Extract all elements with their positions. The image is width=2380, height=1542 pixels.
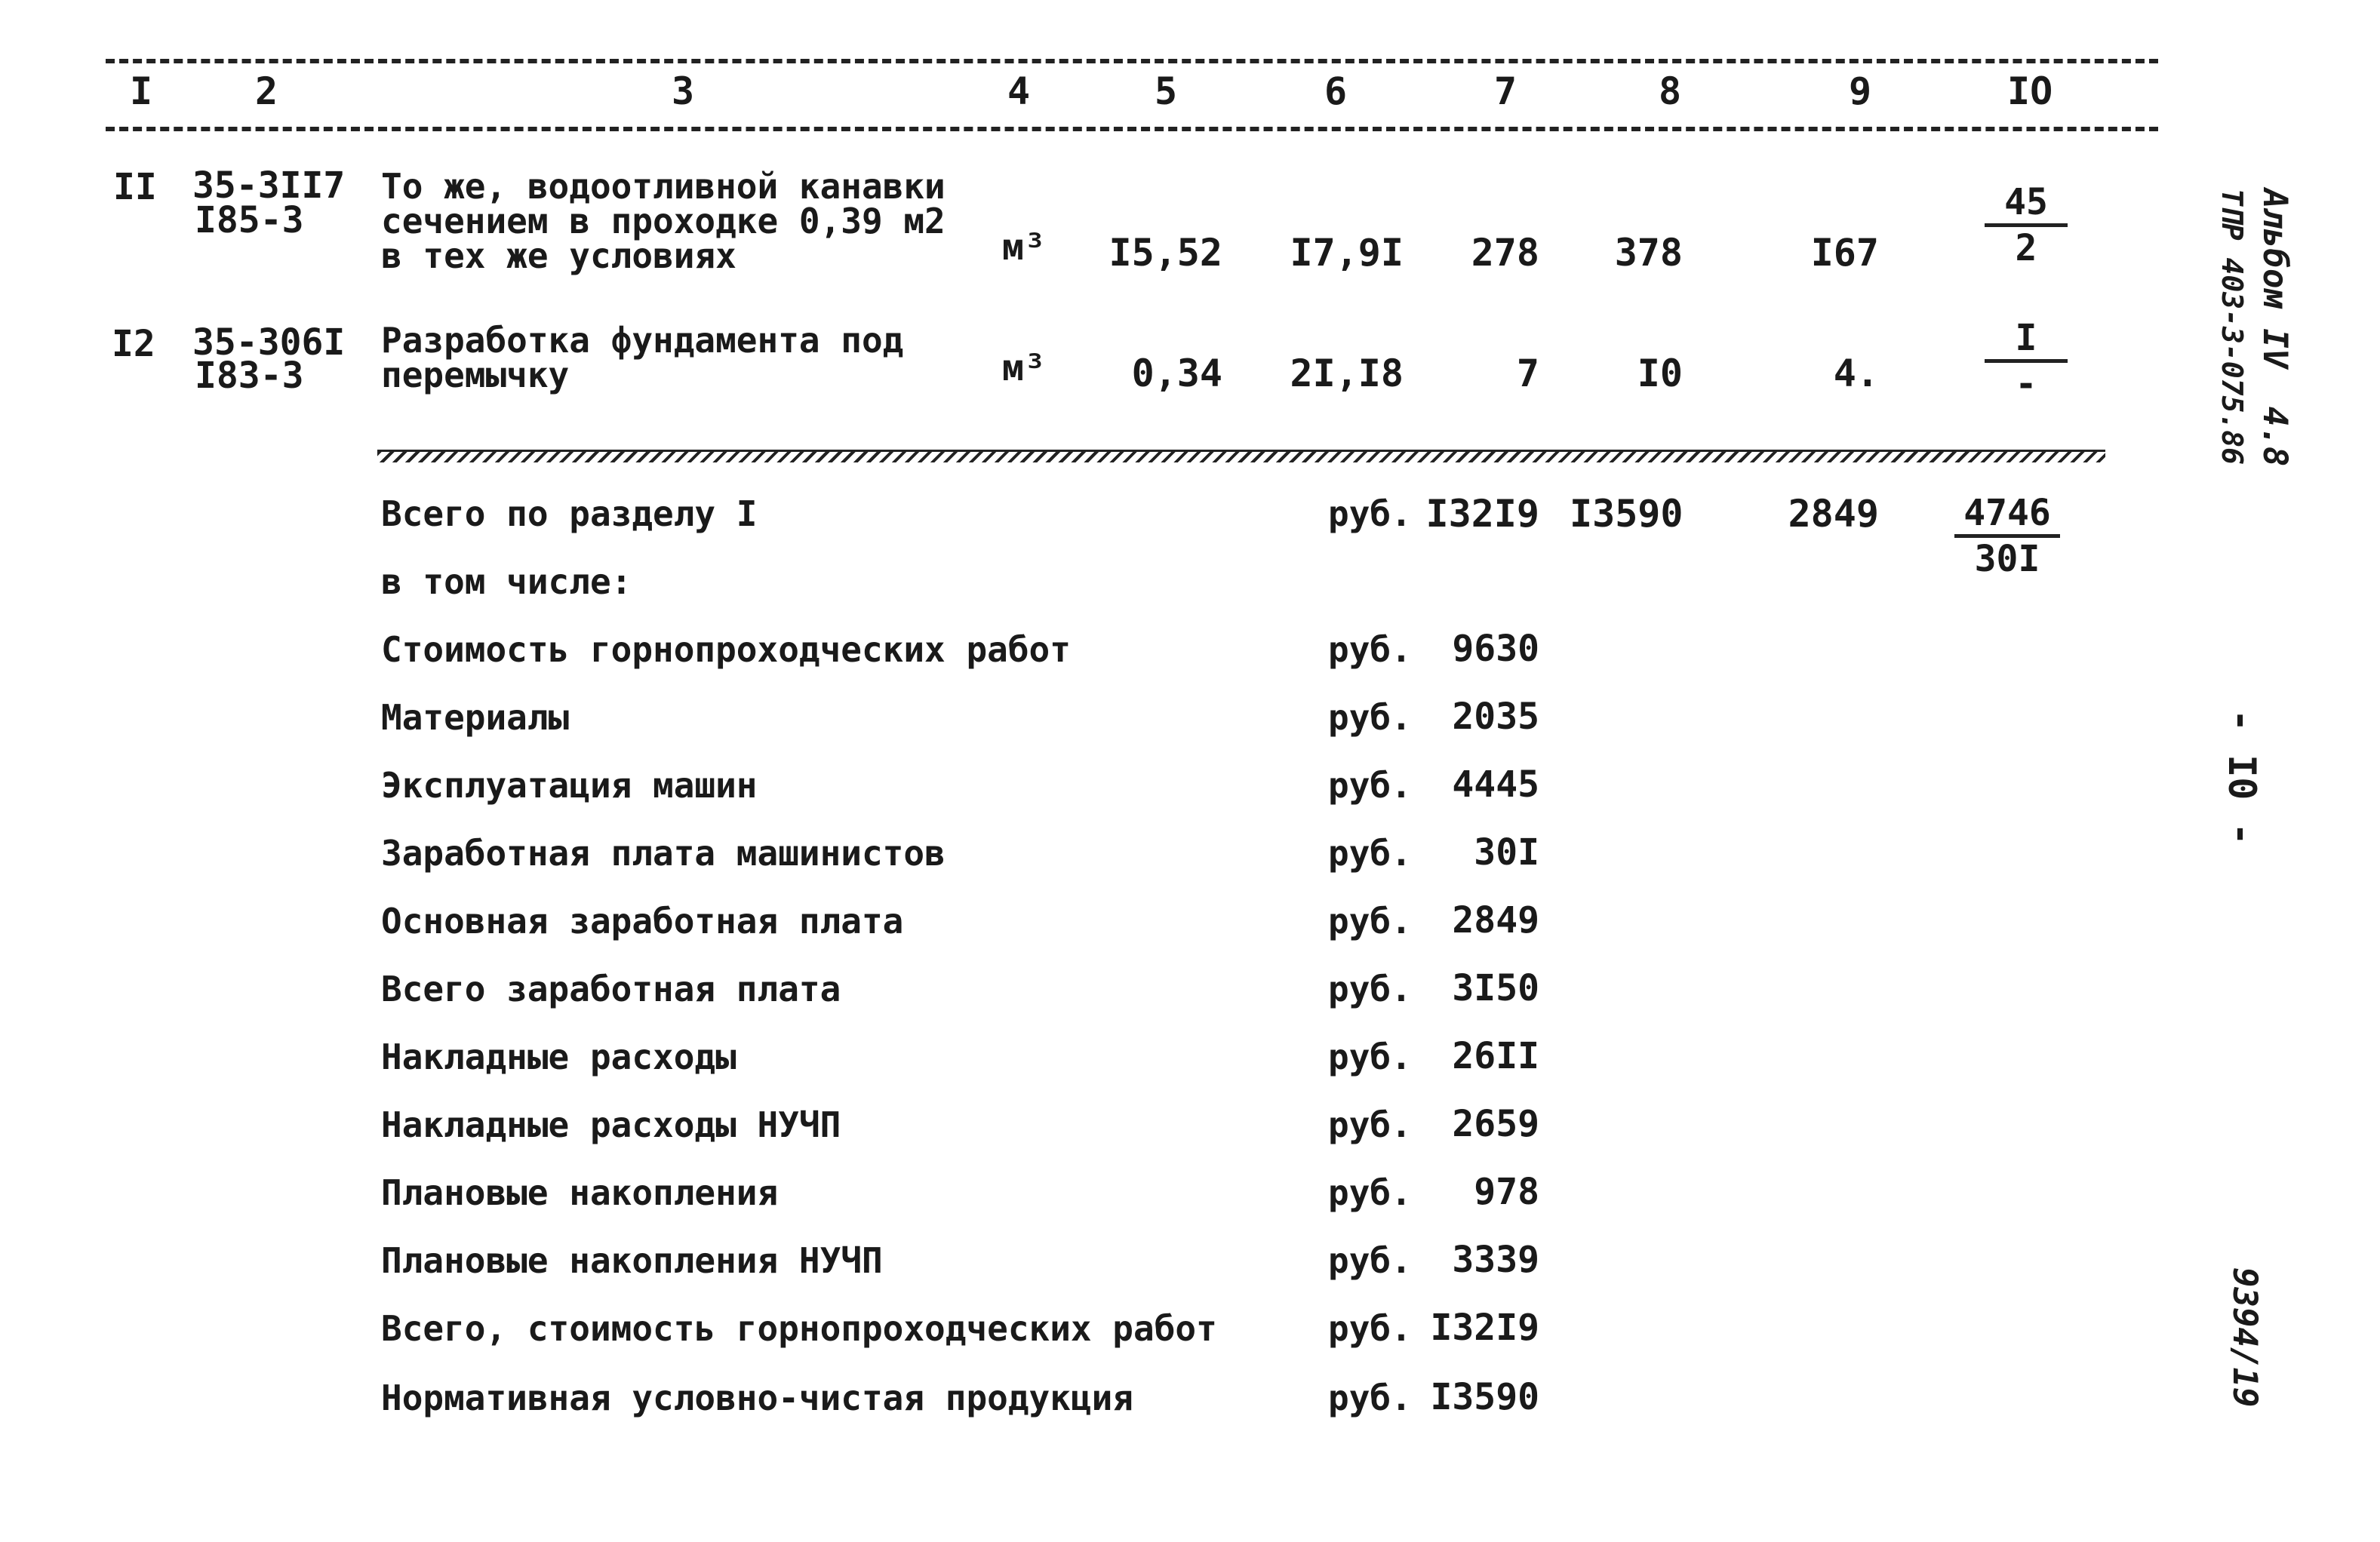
col-header-8: 8 — [1659, 69, 1682, 113]
list-item-value: 3I50 — [1452, 967, 1539, 1009]
col-header-9: 9 — [1849, 69, 1872, 113]
col-header-6: 6 — [1324, 69, 1348, 113]
fraction-numerator: I — [1985, 317, 2068, 363]
list-item-unit: руб. — [1328, 1240, 1412, 1281]
list-item-label: Плановые накопления — [381, 1172, 779, 1213]
row-col7: 278 — [1471, 231, 1539, 275]
row-col9: I67 — [1810, 231, 1879, 275]
list-item-unit: руб. — [1328, 901, 1412, 941]
album-page: 4.8 — [2255, 406, 2294, 467]
list-item-unit: руб. — [1328, 969, 1412, 1009]
list-item-unit: руб. — [1328, 765, 1412, 806]
row-code: 35-306I — [192, 321, 346, 364]
list-item-value: 4445 — [1452, 763, 1539, 806]
list-item-unit: руб. — [1328, 1378, 1412, 1418]
album-title: Альбом IV — [2255, 189, 2294, 369]
col-header-7: 7 — [1494, 69, 1517, 113]
list-item-value: I32I9 — [1430, 1307, 1539, 1349]
header-bottom-rule — [106, 127, 2158, 131]
header-top-rule — [106, 59, 2158, 63]
total-col9: 2849 — [1788, 492, 1879, 536]
list-item-label: Плановые накопления НУЧП — [381, 1240, 883, 1281]
list-item-unit: руб. — [1328, 833, 1412, 874]
side-document-number: 9394/19 — [2225, 1267, 2264, 1408]
fraction-numerator: 4746 — [1954, 492, 2060, 538]
list-item-unit: руб. — [1328, 1308, 1412, 1349]
row-desc-line: перемычку — [381, 355, 570, 395]
row-desc-line: в тех же условиях — [381, 235, 736, 276]
list-item-unit: руб. — [1328, 1037, 1412, 1077]
list-item-value: 978 — [1474, 1171, 1539, 1213]
list-item-label: Всего заработная плата — [381, 969, 841, 1009]
side-album-label — [2255, 189, 2294, 466]
col-header-1: I — [130, 69, 153, 113]
section-separator — [377, 450, 2105, 462]
list-item-label: Всего, стоимость горнопроходческих работ — [381, 1308, 1217, 1349]
total-unit: руб. — [1328, 493, 1412, 534]
list-item-unit: руб. — [1328, 629, 1412, 670]
col-header-10: IO — [2007, 69, 2053, 113]
list-item-label: Основная заработная плата — [381, 901, 904, 941]
col-header-5: 5 — [1155, 69, 1178, 113]
list-item-value: 2659 — [1452, 1103, 1539, 1145]
row-col5: I5,52 — [1109, 231, 1222, 275]
row-col8: I0 — [1637, 352, 1683, 395]
list-item-unit: руб. — [1328, 1172, 1412, 1213]
row-col8: 378 — [1614, 231, 1683, 275]
row-unit: м³ — [1002, 226, 1046, 269]
col-header-3: 3 — [672, 69, 695, 113]
fraction-denominator: - — [2015, 363, 2037, 405]
list-item-label: Стоимость горнопроходческих работ — [381, 629, 1071, 670]
fraction-denominator: 2 — [2015, 227, 2037, 269]
list-item-label: Нормативная условно-чистая продукция — [381, 1378, 1133, 1418]
row-desc-line: сечением в проходке 0,39 м2 — [381, 201, 946, 241]
list-item-value: 26II — [1452, 1035, 1539, 1077]
total-col8: I3590 — [1570, 492, 1684, 536]
col-header-2: 2 — [255, 69, 278, 113]
row-number: I2 — [112, 323, 155, 365]
including-label: в том числе: — [381, 561, 632, 602]
side-code-label: ТПР 403-3-075.86 — [2215, 189, 2249, 465]
fraction-numerator: 45 — [1985, 181, 2068, 227]
row-desc-line: То же, водоотливной канавки — [381, 166, 946, 207]
list-item-label: Заработная плата машинистов — [381, 833, 946, 874]
row-col9: 4. — [1833, 352, 1879, 395]
list-item-label: Эксплуатация машин — [381, 765, 758, 806]
list-item-value: 2849 — [1452, 899, 1539, 941]
row-unit: м³ — [1002, 347, 1046, 389]
col-header-4: 4 — [1007, 69, 1031, 113]
row-col5: 0,34 — [1131, 352, 1222, 395]
total-col7: I32I9 — [1425, 492, 1539, 536]
total-col10-fraction — [1954, 492, 2060, 580]
row-code: 35-3II7 — [192, 164, 346, 207]
row-col6: I7,9I — [1290, 231, 1404, 275]
list-item-unit: руб. — [1328, 697, 1412, 738]
row-col10-fraction — [1985, 181, 2068, 269]
row-code-secondary: I83-3 — [195, 355, 304, 397]
row-col7: 7 — [1516, 352, 1539, 395]
list-item-unit: руб. — [1328, 1104, 1412, 1145]
fraction-denominator: 30I — [1974, 538, 2040, 580]
list-item-value: I3590 — [1430, 1376, 1539, 1418]
row-col10-fraction — [1985, 317, 2068, 405]
row-col6: 2I,I8 — [1290, 352, 1404, 395]
side-page-number: - I0 - — [2220, 709, 2264, 846]
list-item-value: 9630 — [1452, 628, 1539, 670]
list-item-value: 3339 — [1452, 1239, 1539, 1281]
list-item-label: Накладные расходы — [381, 1037, 736, 1077]
list-item-label: Материалы — [381, 697, 570, 738]
row-desc-line: Разработка фундамента под — [381, 320, 904, 361]
list-item-value: 30I — [1474, 831, 1539, 874]
row-code-secondary: I85-3 — [195, 199, 304, 241]
total-label: Всего по разделу I — [381, 493, 758, 534]
row-number: II — [113, 166, 157, 208]
list-item-value: 2035 — [1452, 696, 1539, 738]
list-item-label: Накладные расходы НУЧП — [381, 1104, 841, 1145]
